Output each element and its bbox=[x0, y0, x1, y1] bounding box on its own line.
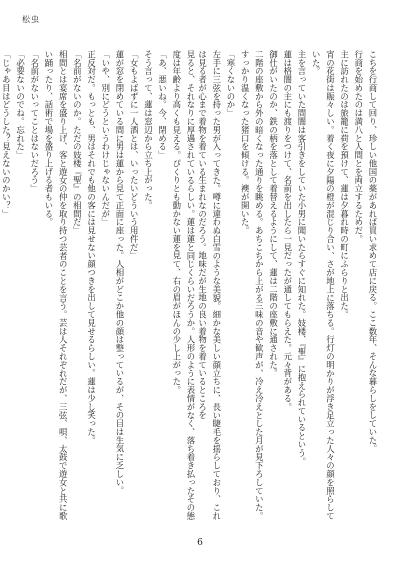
paragraph: 主を言っていた間闇は客引きをしていた小男に聞いたらすぐに知れた。妓楼、『聖』に抱えられているという。 bbox=[296, 50, 307, 466]
text-column-right bbox=[197, 50, 380, 520]
paragraph: 行商を始めたのは満八と人間とを両立するためだ。 bbox=[353, 50, 364, 243]
paragraph: 御仕がいたのか、鉄の柄を落として着替えるようにして、蓮は二階の座敷に通された。 bbox=[268, 50, 279, 378]
paragraph: 「名前がないのか。ただの妓楼『聖』の相間だ」 bbox=[72, 50, 83, 235]
paragraph: 蓮が窓を閉めている間に男は蓮から見て正面に座った。人相がどこか他の顔は整っているが、その目は生気に乏しい。 bbox=[114, 50, 125, 495]
paragraph: 主に訪れたのは旅籠に荷を預けて、蓮は夕暮れ時の町にふらりと出た。 bbox=[339, 50, 350, 319]
paragraph: 「あ、悪いね。今、閉める」 bbox=[157, 50, 168, 160]
paragraph: 二階の座敷から外の暗くなった通りを眺める。あちこちから上がる三味の音や歓声が、冷え冷えとした月が見下ろしていた。すっかり温くなった猪口を傾ける。襖が開いた。 bbox=[240, 50, 265, 520]
paragraph: 「名前がないってことはないだろう」 bbox=[29, 50, 40, 193]
text-column-left bbox=[1, 50, 198, 520]
paragraph: 見ると、それなりに厚遇されているらしい。蓮は蓮と同じくらいだろうか。人形のように表情がなく、落ち着き払ったその態度は年齢より高くも見える。ぴくりとも動かない蓮を見て、右の眉がほんの少し上がった。 bbox=[171, 50, 196, 520]
paragraph: そう言って、蓮は窓辺から立ち上がった。 bbox=[143, 50, 154, 210]
page-number: 6 bbox=[197, 538, 203, 548]
paragraph: 正反対だ。もっとも、男はそれでも他の客には見せない顔つきを出して見せるらしい。蓮は少し笑った。 bbox=[86, 50, 97, 445]
running-header: 松虫 bbox=[22, 15, 40, 24]
paragraph: こちを行商して回り、珍しい他国の薬があれば買い求めて店に戻る。ここ数年、そんな暮らしをしていた。 bbox=[368, 50, 378, 453]
paragraph: 宵の花街は賑々しい。着く夜に夕陽の橙が混じり合い、さが地上に落ちる。行灯の明かりが浮き足立った人々の顔を照らしていた。 bbox=[311, 50, 336, 520]
paragraph: 「女もよばずに一人酒とは、いったいどういう用件だ」 bbox=[129, 50, 140, 260]
paragraph: 相間とは宴席を盛り上げ、客と遊女の仲を取り持つ芸者のことを言う。芸は人それぞれだが、三弦、唄、太鼓で遊女と共に歌い踊ったり、話術で場を盛り上げる者もいる。 bbox=[43, 50, 69, 520]
paragraph: 「いや、別にどうというわけじゃないんだが」 bbox=[100, 50, 111, 227]
paragraph: 左手に三弦を持った男が入ってきた。噂に違わぬ白雪のような美貌。細かな美しい顔立ちに、長い睫毛を揺らしており、これは見る者が心まで着物を着ている生まれなのだろう。地味だが生地の良い着物を着ているところを bbox=[197, 50, 222, 520]
paragraph: 蓮は格闇の主にも渡りをつけて、名前を出したら一見だったが通してもらえた。元々背がある。 bbox=[282, 50, 293, 411]
paragraph: 「寒くないのか」 bbox=[225, 50, 236, 118]
paragraph: 「じゃあ目はどうした？見えないのかい？」 bbox=[1, 50, 12, 218]
paragraph: 「必要ないのでね。忘れた」 bbox=[15, 50, 26, 160]
